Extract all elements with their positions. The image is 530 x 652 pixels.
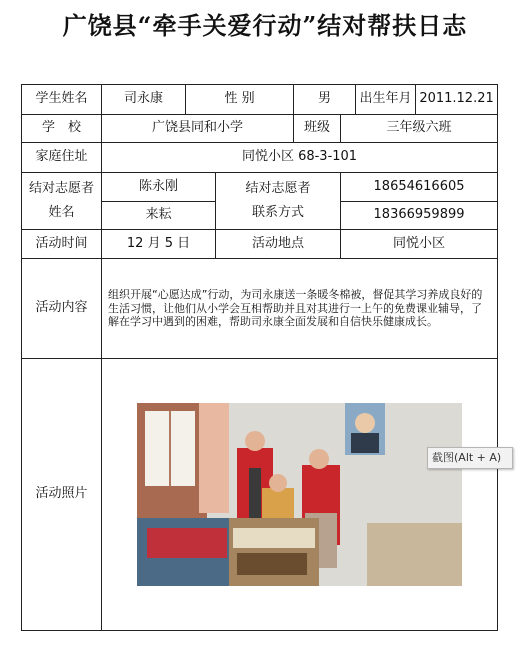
volunteer-name-label-line1: 结对志愿者 bbox=[28, 180, 94, 196]
gender-label: 性 别 bbox=[186, 85, 294, 115]
birth-label: 出生年月 bbox=[356, 85, 416, 115]
volunteer-name-label bbox=[22, 173, 102, 230]
row-activity-photo bbox=[22, 359, 498, 631]
activity-place-value: 同悦小区 bbox=[341, 230, 498, 259]
activity-photo-image bbox=[137, 403, 462, 586]
activity-photo-label: 活动照片 bbox=[22, 359, 102, 631]
activity-content-label: 活动内容 bbox=[22, 259, 102, 359]
address-label: 家庭住址 bbox=[22, 143, 102, 173]
row-address bbox=[22, 143, 498, 173]
row-school bbox=[22, 115, 498, 143]
class-label: 班级 bbox=[294, 115, 341, 143]
phone-1-value: 18654616605 bbox=[341, 173, 498, 202]
activity-photo bbox=[137, 403, 462, 586]
help-log-table bbox=[21, 84, 498, 631]
phone-2-value: 18366959899 bbox=[341, 202, 498, 230]
student-name-value: 司永康 bbox=[102, 85, 186, 115]
school-value: 广饶县同和小学 bbox=[102, 115, 294, 143]
contact-label-line1: 结对志愿者 bbox=[245, 180, 311, 196]
birth-value: 2011.12.21 bbox=[416, 85, 498, 115]
row-volunteer-1 bbox=[22, 173, 498, 202]
activity-photo-cell bbox=[102, 359, 498, 631]
activity-place-label: 活动地点 bbox=[216, 230, 341, 259]
activity-time-label: 活动时间 bbox=[22, 230, 102, 259]
address-value: 同悦小区 68-3-101 bbox=[102, 143, 498, 173]
contact-label bbox=[216, 173, 341, 230]
activity-content-value: 组织开展“心愿达成”行动，为司永康送一条暖冬棉被，督促其学习养成良好的生活习惯，让他们从小学会互相帮助并且对其进行一上午的免费课业辅导，了解在学习中遇到的困难，帮助司永康全面发展和自信快乐健康成长。 bbox=[102, 259, 498, 359]
gender-value: 男 bbox=[294, 85, 356, 115]
volunteer-name-label-line2: 姓名 bbox=[48, 205, 75, 220]
screenshot-tooltip: 截图(Alt + A) bbox=[427, 447, 513, 469]
row-activity-content bbox=[22, 259, 498, 359]
student-name-label: 学生姓名 bbox=[22, 85, 102, 115]
class-value: 三年级六班 bbox=[341, 115, 498, 143]
activity-time-value: 12 月 5 日 bbox=[102, 230, 216, 259]
page-title: 广饶县“牵手关爱行动”结对帮扶日志 bbox=[62, 11, 468, 40]
row-activity-time bbox=[22, 230, 498, 259]
school-label: 学 校 bbox=[22, 115, 102, 143]
row-student bbox=[22, 85, 498, 115]
volunteer-1-value: 陈永刚 bbox=[102, 173, 216, 202]
contact-label-line2: 联系方式 bbox=[252, 205, 305, 220]
volunteer-2-value: 来耘 bbox=[102, 202, 216, 230]
